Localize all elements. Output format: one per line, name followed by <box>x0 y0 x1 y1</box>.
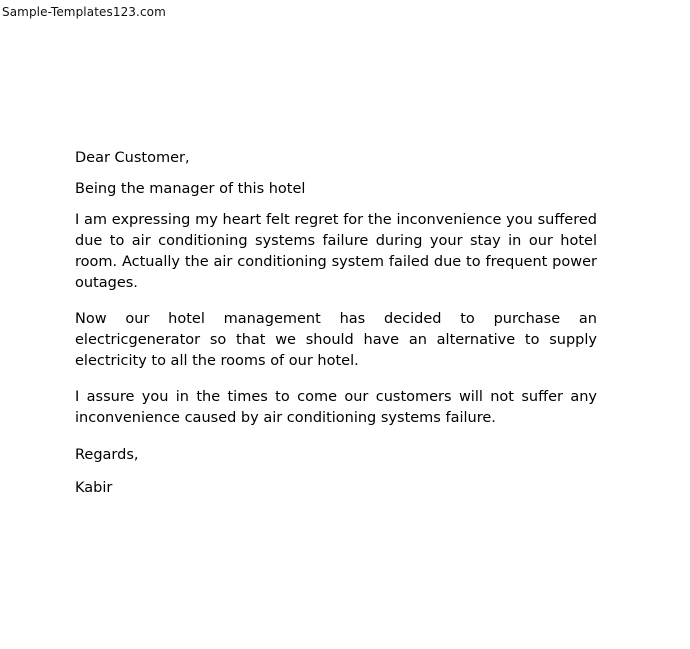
letter-signature: Kabir <box>75 480 113 496</box>
letter-closing: Regards, <box>75 447 139 463</box>
site-watermark: Sample-Templates123.com <box>2 5 166 19</box>
letter-paragraph-generator: Now our hotel management has decided to purchase an electricgenerator so that we should have an alternative to supply electricity to all the rooms of our hotel. <box>75 311 597 369</box>
letter-body <box>75 148 597 499</box>
letter-salutation: Dear Customer, <box>75 150 190 166</box>
letter-paragraph-assurance: I assure you in the times to come our customers will not suffer any inconvenience caused by air conditioning systems failure. <box>75 389 597 426</box>
letter-paragraph-regret: I am expressing my heart felt regret for the inconvenience you suffered due to air conditioning systems failure during your stay in our hotel room. Actually the air conditioning system failed due to frequent power outages. <box>75 212 597 291</box>
letter-intro: Being the manager of this hotel <box>75 181 306 197</box>
